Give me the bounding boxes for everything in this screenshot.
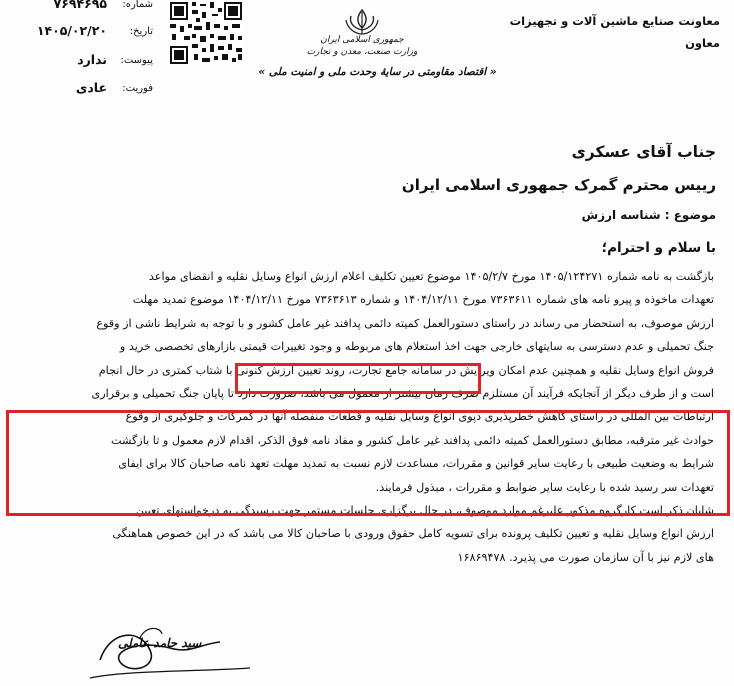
qr-code-icon [168, 0, 244, 66]
recipient-title: رییس محترم گمرک جمهوری اسلامی ایران [401, 176, 716, 194]
body-line: جنگ تحمیلی و عدم دسترسی به سایتهای خارجی جهت اخذ استعلام های مربوطه و وجود تغییرات قیمتی بازارهای تخصصی خرید و [119, 340, 714, 354]
body-line: ارزش موصوف، به استحضار می رساند در راستای دستورالعمل کمیته دائمی پدافند غیر عامل کشور و با توجه به شرایط ناشی از وقوع [96, 316, 714, 330]
org-department: معاونت صنایع ماشین آلات و تجهیزات [509, 14, 720, 28]
body-line: بازگشت به نامه شماره ۱۴۰۵/۱۲۴۲۷۱ مورخ ۱۴۰۵/۲/۷ موضوع تعیین تکلیف اعلام ارزش انواع وسایل نقلیه و انقضای مواعد [148, 270, 714, 283]
body-line: حوادث غیر مترقبه، مطابق دستورالعمل کمیته دائمی پدافند غیر عامل کشور و مفاد نامه فوق الذکر، اقدام لازم معمول و تا بازگشت [111, 433, 714, 447]
body-line: ارتباطات بین المللی در راستای کاهش خطرپذیری دپوی انواع وسایل نقلیه و قطعات منفصله آنها در گمرکات و جلوگیری از وقوع [125, 410, 714, 424]
meta-date [18, 23, 153, 45]
meta-date-value: ۱۴۰۵/۰۲/۲۰ [36, 23, 107, 38]
body-line: ارزش انواع وسایل نقلیه و تعیین تکلیف پرونده برای تسویه کامل حقوق ورودی با صاحبان کالا می باشد که در این خصوص هماهنگی [112, 527, 714, 541]
emblem-icon [337, 8, 387, 36]
meta-number-label: شماره: [122, 0, 153, 10]
signer-name: سید حامد عاملی [118, 636, 202, 650]
meta-attachment-value: ندارد [77, 52, 107, 67]
meta-number [18, 0, 153, 18]
subject-line: موضوع : شناسه ارزش [581, 208, 716, 222]
greeting: با سلام و احترام؛ [601, 240, 716, 256]
body-line: است و از طرف دیگر از آنجایکه فرآیند آن مستلزم صرف زمان بیشتر از معمول می باشد، ضرورت دارد تا پایان جنگ تحمیلی و برقراری [91, 386, 714, 400]
body-line: تعهدات ماخوذه و پیرو نامه های شماره ۷۳۶۳۶۱۱ مورخ ۱۴۰۴/۱۲/۱۱ و شماره ۷۳۶۳۶۱۳ مورخ ۱۴۰۴/۱۲/۱۱ موضوع تمدید مهلت [132, 293, 714, 307]
meta-date-label: تاریخ: [129, 26, 153, 37]
slogan: « اقتصاد مقاومتی در سایهٔ وحدت ملی و امنیت ملی » [258, 66, 497, 78]
meta-attachment [18, 52, 153, 74]
body-line: های لازم نیز با آن سازمان صورت می پذیرد. ۱۶۸۶۹۴۷۸ [457, 550, 714, 564]
ministry-line-2: وزارت صنعت، معدن و تجارت [306, 47, 418, 57]
body-line: شایان ذکر است کارگروه مذکور علیرغم موارد موصوف، در حال برگزاری جلسات مستمر جهت رسیدگی به درخواستهای تعیین [135, 503, 714, 517]
meta-priority-label: فوریت: [122, 83, 153, 94]
org-title: معاون [685, 36, 720, 50]
body-line: فروش انواع وسایل نقلیه و همچنین عدم امکان ویرایش در سامانه جامع تجارت، روند تعیین ارزش کنونی با شتاب کمتری در حال انجام [98, 363, 714, 377]
body-line: تعهدات سر رسید شده با رعایت سایر ضوابط و مقررات ، مبذول فرمایند. [375, 480, 714, 494]
meta-priority-value: عادی [75, 80, 107, 95]
meta-number-value: ۷۶۹۴۶۹۵ [53, 0, 107, 11]
highlight-box-passage [6, 410, 730, 516]
meta-attachment-label: پیوست: [120, 55, 153, 66]
highlight-box-phrase [235, 363, 481, 394]
salutation: جناب آقای عسکری [571, 143, 716, 161]
body-line: شرایط به وضعیت طبیعی با رعایت سایر قوانین و مقررات، مساعدت لازم نسبت به تمدید مهلت تعهد نامه صاحبان کالا برای ایفای [118, 457, 714, 471]
ministry-name [300, 34, 424, 58]
organization-header [490, 10, 720, 54]
signature-icon [80, 620, 260, 686]
ministry-line-1: جمهوری اسلامی ایران [320, 35, 404, 45]
meta-priority [18, 80, 153, 102]
